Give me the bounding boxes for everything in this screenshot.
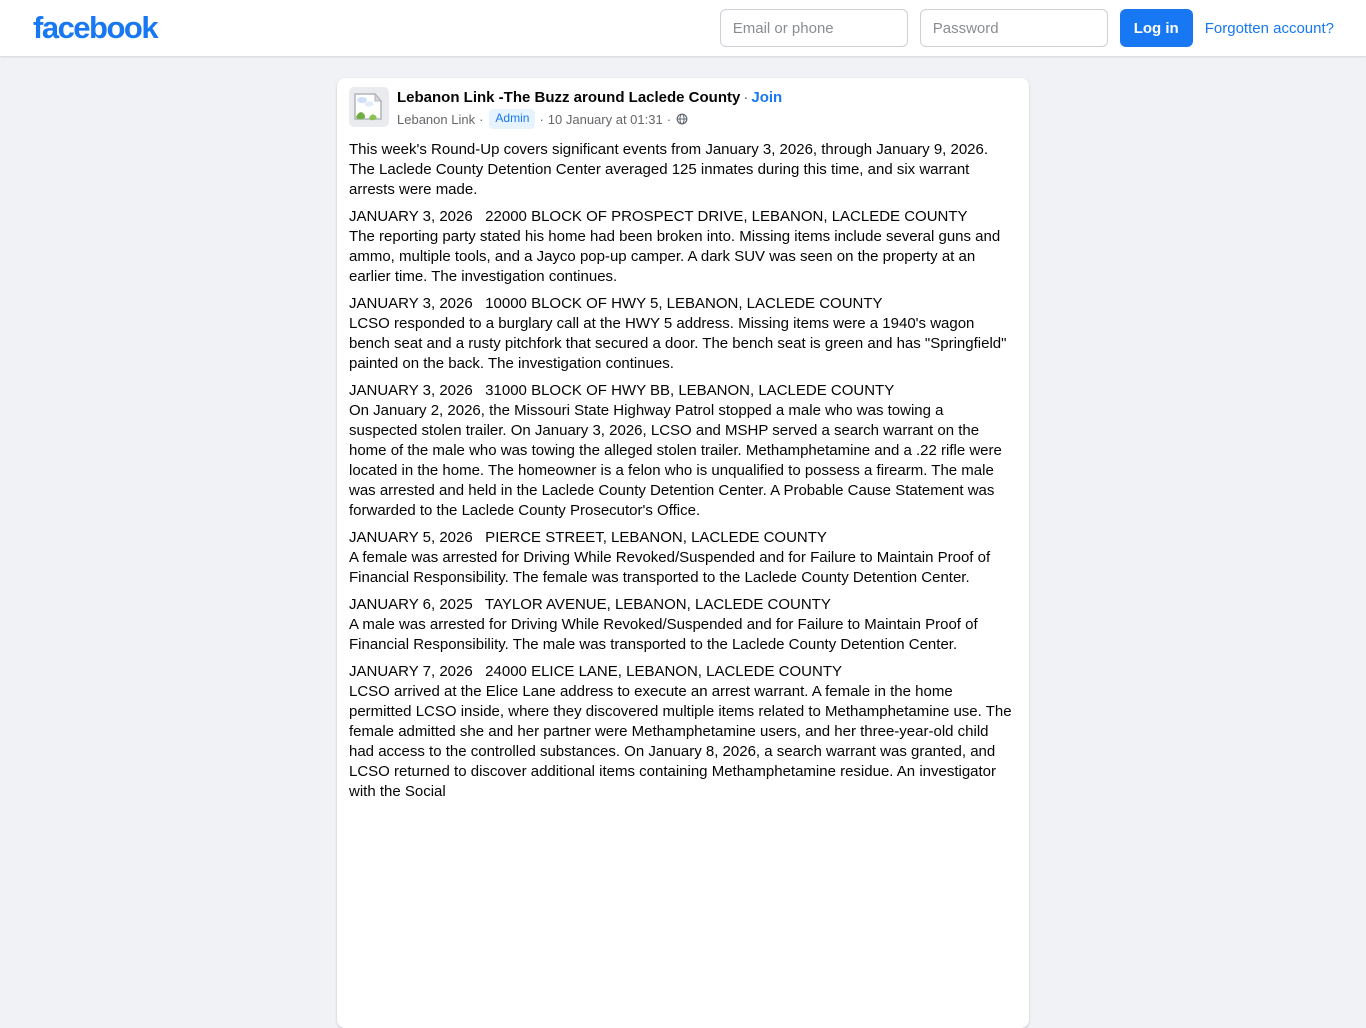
post-section-body: This week's Round-Up covers significant events from January 3, 2026, through January 9, 2026. The Laclede County Detention Center averaged 125 inmates during this time, and six warrant arrests were made. [349, 141, 992, 198]
post-section [349, 662, 1016, 802]
post-meta-line [397, 109, 782, 129]
post-section-body: A male was arrested for Driving While Revoked/Suspended and for Failure to Maintain Proof of Financial Responsibility. The male was transported to the Laclede County Detention Center. [349, 616, 982, 653]
post-section-body: On January 2, 2026, the Missouri State Highway Patrol stopped a male who was towing a suspected stolen trailer. On January 3, 2026, LCSO and MSHP served a search warrant on the home of the male who was towing the alleged stolen trailer. Methamphetamine and a .22 rifle were located in the home. The homeowner is a felon who is unqualified to possess a firearm. The male was arrested and held in the Laclede County Detention Center. A Probable Cause Statement was forwarded to the Laclede County Prosecutor's Office. [349, 402, 1007, 519]
author-name[interactable]: Lebanon Link [397, 111, 476, 127]
top-nav-bar [0, 0, 1366, 56]
post-section-body: A female was arrested for Driving While Revoked/Suspended and for Failure to Maintain Proof of Financial Responsibility. The female was transported to the Laclede County Detention Center. [349, 549, 995, 586]
post-section-body: LCSO arrived at the Elice Lane address to execute an arrest warrant. A female in the home permitted LCSO inside, where they discovered multiple items related to Methamphetamine use. The female admitted she and her partner were Methamphetamine users, and her three-year-old child had access to the controlled substances. On January 8, 2026, a search warrant was granted, and LCSO returned to discover additional items containing Methamphetamine residue. An investigator with the Social [349, 683, 1016, 800]
post-timestamp[interactable]: 10 January at 01:31 [547, 111, 663, 127]
globe-privacy-icon [676, 113, 688, 125]
post-section-header: JANUARY 5, 2026 PIERCE STREET, LEBANON, LACLEDE COUNTY [349, 529, 827, 546]
post-section-body: LCSO responded to a burglary call at the HWY 5 address. Missing items were a 1940's wagon bench seat and a rusty pitchfork that secured a door. The bench seat is green and has "Springfield" painted on the back. The investigation continues. [349, 315, 1011, 372]
post-section [349, 207, 1013, 287]
post-title-line [397, 88, 782, 107]
post-section [349, 140, 1013, 200]
image-placeholder-icon [349, 87, 389, 127]
meta-separator: · [479, 111, 484, 127]
title-separator: · [743, 89, 749, 106]
join-link[interactable]: Join [751, 89, 783, 106]
forgotten-account-link[interactable]: Forgotten account? [1204, 19, 1334, 37]
password-input[interactable] [920, 9, 1108, 47]
email-input[interactable] [720, 9, 908, 47]
post-section-body: The reporting party stated his home had been broken into. Missing items include several guns and ammo, multiple tools, and a Jayco pop-up camper. A dark SUV was seen on the property at an earlier time. The investigation continues. [349, 228, 1005, 285]
post-section-header: JANUARY 3, 2026 22000 BLOCK OF PROSPECT DRIVE, LEBANON, LACLEDE COUNTY [349, 208, 968, 225]
login-form [720, 9, 1334, 47]
post-section [349, 381, 1013, 521]
post-card [337, 78, 1029, 1028]
post-section-header: JANUARY 3, 2026 31000 BLOCK OF HWY BB, LEBANON, LACLEDE COUNTY [349, 382, 895, 399]
post-section [349, 595, 1013, 655]
group-avatar[interactable] [349, 87, 389, 127]
post-section-header: JANUARY 6, 2025 TAYLOR AVENUE, LEBANON, LACLEDE COUNTY [349, 596, 831, 613]
facebook-logo[interactable]: facebook [33, 10, 158, 45]
post-header [337, 78, 1029, 129]
post-section-header: JANUARY 7, 2026 24000 ELICE LANE, LEBANON, LACLEDE COUNTY [349, 663, 842, 680]
post-section [349, 294, 1013, 374]
group-title[interactable]: Lebanon Link -The Buzz around Laclede County [397, 89, 741, 106]
meta-separator: · [539, 111, 544, 127]
meta-separator: · [666, 111, 672, 127]
post-header-text [397, 87, 782, 129]
admin-badge[interactable]: Admin [489, 109, 535, 129]
login-button[interactable]: Log in [1120, 9, 1193, 47]
post-section [349, 528, 1013, 588]
post-section-header: JANUARY 3, 2026 10000 BLOCK OF HWY 5, LEBANON, LACLEDE COUNTY [349, 295, 883, 312]
post-body [337, 129, 1029, 818]
